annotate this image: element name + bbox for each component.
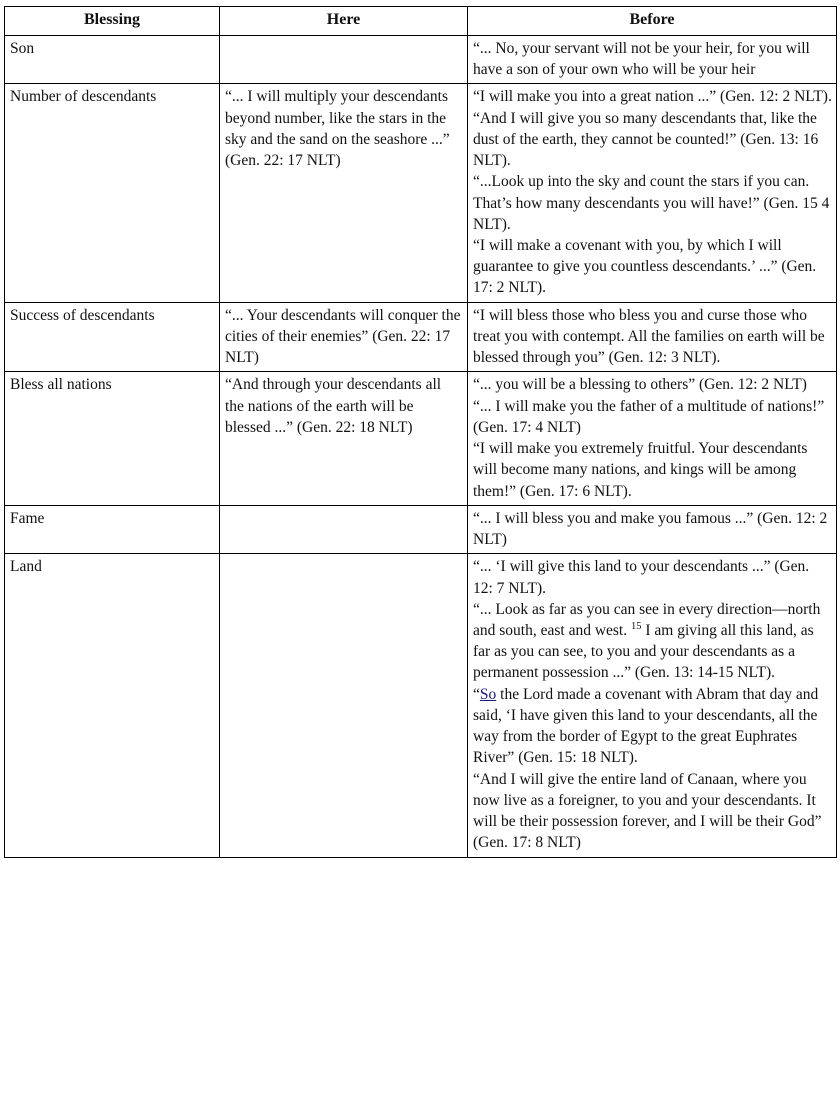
- quote-text-part-2: I am giving all this land, as far as you can see, to you and your descendants as a permanent possession ...” (Gen. 13: 14-15 NLT).: [473, 622, 814, 682]
- cell-before: [468, 84, 837, 302]
- cell-blessing: Success of descendants: [5, 302, 220, 372]
- quote-with-verse-marker: [473, 599, 832, 684]
- quote-remainder: the Lord made a covenant with Abram that day and said, ‘I have given this land to your descendants, all the way from the border of Egypt to the great Euphrates River” (Gen. 15: 18 NLT).: [473, 685, 819, 767]
- cell-here: [220, 554, 468, 857]
- quote: “... I will bless you and make you famous ...” (Gen. 12: 2 NLT): [473, 509, 828, 549]
- cell-blessing: Bless all nations: [5, 372, 220, 505]
- cell-here: [220, 84, 468, 302]
- verse-number-superscript: 15: [630, 620, 642, 632]
- table-row: [5, 84, 837, 302]
- quote-open-mark: “: [473, 685, 480, 703]
- column-header-blessing: Blessing: [5, 7, 220, 36]
- quote: “And I will give the entire land of Canaan, where you now live as a foreigner, to you and your descendants. It will be their possession forever, and I will be their God” (Gen. 17: 8 NLT): [473, 770, 822, 852]
- cell-before: [468, 554, 837, 857]
- quote: “And through your descendants all the nations of the earth will be blessed ...” (Gen. 22: 18 NLT): [225, 376, 442, 436]
- quote: “I will make a covenant with you, by which I will guarantee to give you countless descendants.’ ...” (Gen. 17: 2 NLT).: [473, 237, 817, 297]
- table-header: [5, 7, 837, 36]
- quote: “... No, your servant will not be your heir, for you will have a son of your own who will be your heir: [473, 39, 810, 79]
- table-row: [5, 302, 837, 372]
- table-body: [5, 35, 837, 857]
- cell-before: [468, 505, 837, 553]
- column-header-before: Before: [468, 7, 837, 36]
- cell-before: [468, 35, 837, 83]
- hyperlink-so[interactable]: So: [479, 685, 497, 703]
- quote: “... Your descendants will conquer the cities of their enemies” (Gen. 22: 17 NLT): [225, 306, 461, 367]
- table-row: [5, 554, 837, 857]
- column-header-here: Here: [220, 7, 468, 36]
- quote: “I will bless those who bless you and curse those who treat you with contempt. All the families on earth will be blessed through you” (Gen. 12: 3 NLT).: [473, 306, 825, 367]
- quote: “... I will make you the father of a multitude of nations!” (Gen. 17: 4 NLT): [473, 397, 825, 436]
- quote: “And I will give you so many descendants that, like the dust of the earth, they cannot be counted!” (Gen. 13: 16 NLT).: [473, 109, 819, 170]
- table-row: [5, 505, 837, 553]
- cell-here: [220, 505, 468, 553]
- quote: “I will make you into a great nation ...” (Gen. 12: 2 NLT).: [473, 88, 832, 106]
- quote: “...Look up into the sky and count the stars if you can. That’s how many descendants you will have!” (Gen. 15 4 NLT).: [473, 173, 830, 233]
- quote: “... you will be a blessing to others” (Gen. 12: 2 NLT): [473, 376, 807, 394]
- blessings-table: [4, 6, 837, 858]
- quote: “I will make you extremely fruitful. Your descendants will become many nations, and kings will be among them!” (Gen. 17: 6 NLT).: [473, 440, 808, 500]
- cell-blessing: Son: [5, 35, 220, 83]
- quote: “... ‘I will give this land to your descendants ...” (Gen. 12: 7 NLT).: [473, 558, 810, 597]
- table-row: [5, 35, 837, 83]
- cell-blessing: Fame: [5, 505, 220, 553]
- cell-blessing: Land: [5, 554, 220, 857]
- table-header-row: [5, 7, 837, 36]
- cell-here: [220, 302, 468, 372]
- cell-before: [468, 372, 837, 505]
- table-row: [5, 372, 837, 505]
- cell-blessing: Number of descendants: [5, 84, 220, 302]
- quote-with-link: [473, 684, 832, 769]
- cell-here: [220, 35, 468, 83]
- cell-here: [220, 372, 468, 505]
- cell-before: [468, 302, 837, 372]
- quote-text-part-1: “... Look as far as you can see in every direction—north and south, east and west.: [473, 600, 821, 639]
- quote: “... I will multiply your descendants beyond number, like the stars in the sky and the sand on the seashore ...” (Gen. 22: 17 NLT): [225, 88, 450, 170]
